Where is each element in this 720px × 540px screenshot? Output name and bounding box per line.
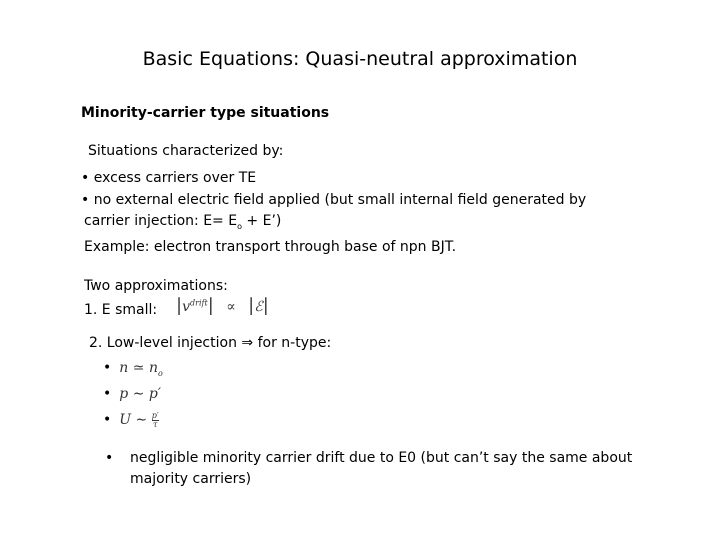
bullet-marker: • (81, 192, 90, 208)
bullet-item-no-external-field (81, 190, 586, 210)
bullet-text: no external electric field applied (but small internal field generated by (93, 192, 587, 208)
formula-proportional: ∝ (226, 299, 236, 315)
bullet-text: negligible minority carrier drift due to E0 (but can’t say the same about majority carriers) (130, 450, 633, 487)
bullet-marker: • (105, 450, 114, 466)
equation-n-approx: • n ≃ $n_o$ (103, 360, 163, 378)
bullet-marker: • (103, 386, 112, 402)
equation-u-approx: • U ∼ $\frac{p'}{\tau}$ (103, 410, 159, 429)
situations-heading: Situations characterized by: (88, 143, 284, 159)
field-line-suffix: + E’) (241, 213, 282, 229)
field-line (84, 211, 281, 237)
example-line: Example: electron transport through base of npn BJT. (84, 239, 457, 255)
bullet-item-excess-carriers (81, 168, 256, 188)
bullet-text: excess carriers over TE (93, 170, 257, 186)
approx2-label: 2. Low-level injection ⇒ for n-type: (89, 335, 332, 351)
fraction-p-over-tau: $\frac{p'}{\tau}$ (151, 410, 159, 429)
bullet-marker: • (103, 412, 112, 428)
bullet-marker: • (103, 360, 112, 376)
equation-p-approx: • p ∼ p′ (103, 386, 162, 402)
field-line-prefix: carrier injection: E= E (84, 213, 238, 229)
bullet-marker: • (81, 170, 90, 186)
approximations-heading: Two approximations: (84, 278, 228, 294)
page-title: Basic Equations: Quasi-neutral approximation (142, 48, 578, 70)
formula-drift: drift (190, 298, 208, 308)
formula-v: v (182, 299, 190, 315)
section-subtitle: Minority-carrier type situations (81, 105, 330, 121)
formula-field: ℰ (254, 299, 263, 315)
drift-velocity-formula: $|v^{drift}|$ ∝ |ℰ| (176, 295, 269, 316)
approx1-label: 1. E small: (84, 302, 158, 318)
field-line-subscript: o (237, 221, 242, 231)
